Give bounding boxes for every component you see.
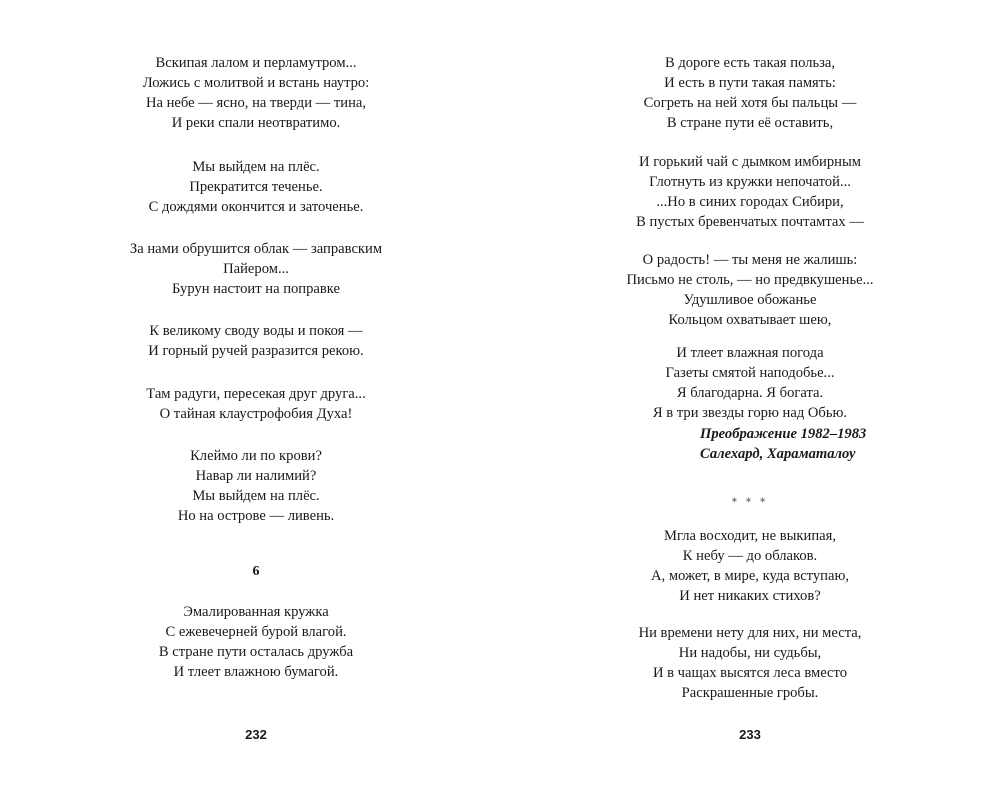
poem-date: Преображение 1982–1983: [700, 426, 867, 442]
poem-line: Я благодарна. Я богата.: [676, 385, 824, 401]
poem-line: Удушливое обожанье: [683, 292, 817, 308]
poem-line: И горький чай с дымком имбирным: [639, 154, 861, 170]
poem-line: Кольцом охватывает шею,: [668, 312, 832, 328]
poem-line: ...Но в синих городах Сибири,: [656, 194, 844, 210]
poem-line: Эмалированная кружка: [183, 604, 329, 620]
poem-line: И тлеет влажною бумагой.: [173, 664, 339, 680]
poem-line: Навар ли налимий?: [195, 468, 317, 484]
poem-line: И реки спали неотвратимо.: [171, 115, 341, 131]
poem-line: В стране пути осталась дружба: [158, 644, 354, 660]
poem-line: И в чащах высятся леса вместо: [652, 665, 848, 681]
poem-line: Ни времени нету для них, ни места,: [638, 625, 862, 641]
poem-line: Пайером...: [223, 261, 289, 277]
poem-line: Согреть на ней хотя бы пальцы —: [643, 95, 857, 111]
page-number: 232: [245, 727, 267, 742]
poem-line: Но на острове — ливень.: [177, 508, 335, 524]
poem-line: К небу — до облаков.: [682, 548, 818, 564]
poem-line: С дождями окончится и заточенье.: [148, 199, 364, 215]
poem-line: Газеты смятой наподобье...: [665, 365, 835, 381]
poem-line: Прекратится теченье.: [189, 179, 323, 195]
poem-line: Ни надобы, ни судьбы,: [678, 645, 822, 661]
page-number: 233: [739, 727, 761, 742]
poem-line: Ложись с молитвой и встань наутро:: [142, 75, 370, 91]
poem-line: В дороге есть такая польза,: [664, 55, 836, 71]
poem-line: О тайная клаустрофобия Духа!: [159, 406, 353, 422]
poem-line: Мгла восходит, не выкипая,: [664, 528, 836, 544]
poem-line: И тлеет влажная погода: [676, 345, 824, 361]
poem-line: Я в три звезды горю над Обью.: [652, 405, 848, 421]
poem-line: К великому своду воды и покоя —: [149, 323, 363, 339]
poem-line: А, может, в мире, куда вступаю,: [650, 568, 850, 584]
section-number: 6: [252, 564, 260, 579]
poem-line: С ежевечерней бурой влагой.: [165, 624, 347, 640]
poem-line: В стране пути её оставить,: [666, 115, 834, 131]
poem-line: За нами обрушится облак — заправским: [129, 241, 383, 257]
poem-line: Мы выйдем на плёс.: [192, 488, 320, 504]
poem-line: И нет никаких стихов?: [679, 588, 821, 604]
poem-line: Вскипая лалом и перламутром...: [155, 55, 357, 71]
poem-line: На небе — ясно, на тверди — тина,: [145, 95, 367, 111]
poem-line: Глотнуть из кружки непочатой...: [649, 174, 851, 190]
stars-separator: * * *: [731, 497, 769, 508]
poem-line: Мы выйдем на плёс.: [192, 159, 320, 175]
poem-line: В пустых бревенчатых почтамтах —: [636, 214, 864, 230]
right-page: [500, 0, 1000, 800]
poem-line: Бурун настоит на поправке: [172, 281, 340, 297]
poem-line: И горный ручей разразится рекою.: [148, 343, 364, 359]
poem-line: Письмо не столь, — но предвкушенье...: [626, 272, 874, 288]
poem-line: О радость! — ты меня не жалишь:: [642, 252, 858, 268]
poem-place: Салехард, Хараматалоу: [700, 446, 856, 462]
poem-line: И есть в пути такая память:: [664, 75, 836, 91]
poem-line: Клеймо ли по крови?: [190, 448, 322, 464]
poem-line: Там радуги, пересекая друг друга...: [146, 386, 366, 402]
poem-line: Раскрашенные гробы.: [681, 685, 819, 701]
